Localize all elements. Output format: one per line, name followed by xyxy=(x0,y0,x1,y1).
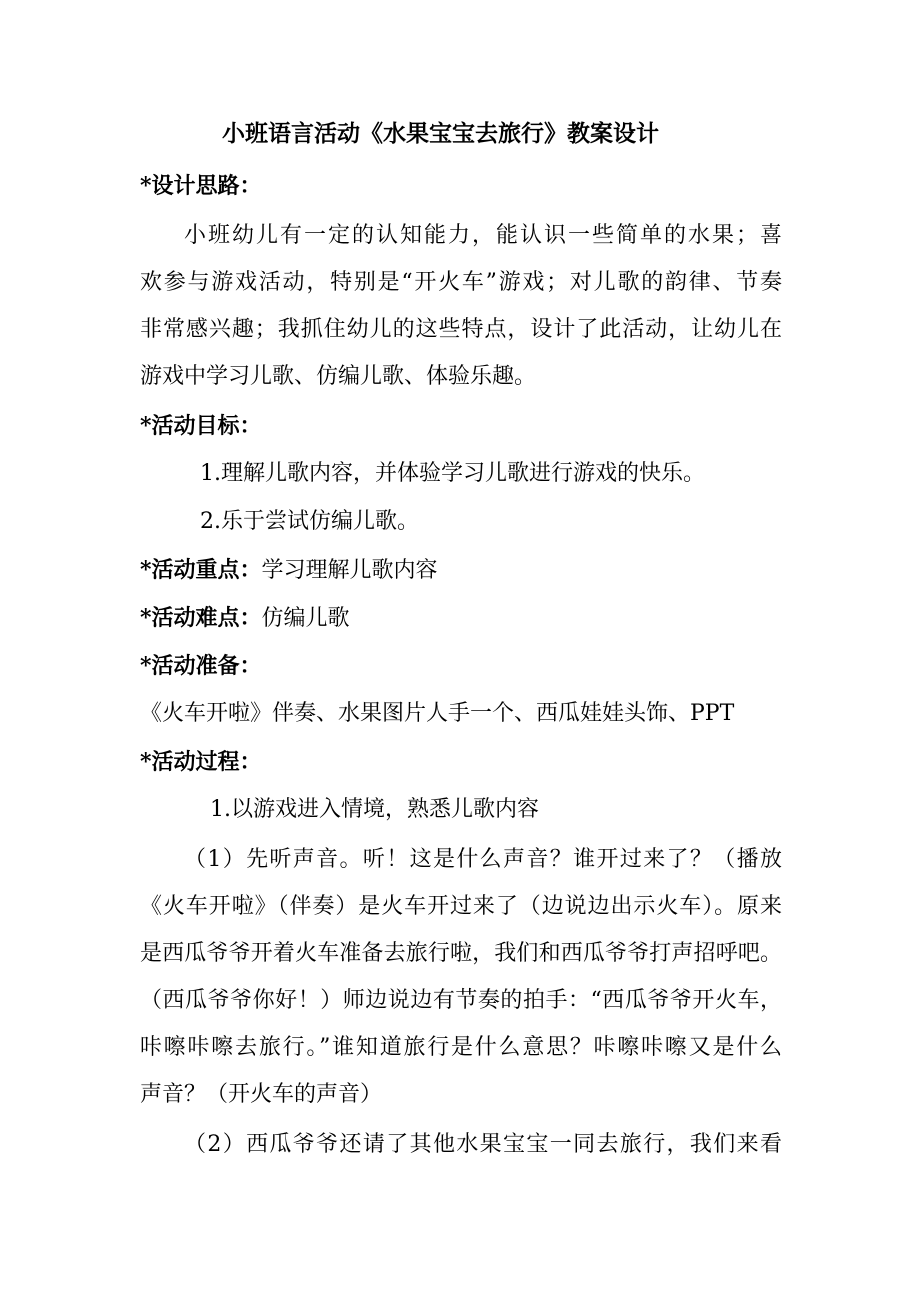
design-idea-heading: *设计思路： xyxy=(140,173,262,199)
process-paragraph-line: 咔嚓咔嚓去旅行。”谁知道旅行是什么意思？咔嚓咔嚓又是什么 xyxy=(140,1035,782,1060)
process-paragraph-line: 是西瓜爷爷开着火车准备去旅行啦，我们和西瓜爷爷打声招呼吧。 xyxy=(140,941,782,966)
goals-heading: *活动目标： xyxy=(140,413,262,439)
design-idea-line: 小班幼儿有一定的认知能力，能认识一些简单的水果；喜 xyxy=(184,223,782,248)
process-paragraph-line: 《火车开啦》（伴奏）是火车开过来了（边说边出示火车）。原来 xyxy=(140,894,782,919)
design-idea-line: 欢参与游戏活动，特别是“开火车”游戏；对儿歌的韵律、节奏 xyxy=(140,270,782,295)
key-point-heading: *活动重点： xyxy=(140,557,262,583)
key-point-row xyxy=(140,555,438,586)
preparation-heading: *活动准备： xyxy=(140,653,262,679)
process-paragraph-line: （2）西瓜爷爷还请了其他水果宝宝一同去旅行，我们来看 xyxy=(184,1132,782,1157)
goal-item: 1.理解儿歌内容，并体验学习儿歌进行游戏的快乐。 xyxy=(200,461,705,486)
difficulty-row xyxy=(140,603,350,634)
process-paragraph-line: （西瓜爷爷你好！）师边说边有节奏的拍手：“西瓜爷爷开火车， xyxy=(140,988,782,1013)
design-idea-line: 非常感兴趣；我抓住幼儿的这些特点，设计了此活动，让幼儿在 xyxy=(140,317,782,342)
process-paragraph-line: （1）先听声音。听！这是什么声音？谁开过来了？（播放 xyxy=(184,847,782,872)
process-step: 1.以游戏进入情境，熟悉儿歌内容 xyxy=(210,797,539,822)
difficulty-heading: *活动难点： xyxy=(140,605,262,631)
key-point-text: 学习理解儿歌内容 xyxy=(261,558,438,583)
difficulty-text: 仿编儿歌 xyxy=(261,606,350,631)
process-heading: *活动过程： xyxy=(140,749,262,775)
design-idea-line: 游戏中学习儿歌、仿编儿歌、体验乐趣。 xyxy=(140,364,537,389)
page-title: 小班语言活动《水果宝宝去旅行》教案设计 xyxy=(222,120,659,147)
goal-item: 2.乐于尝试仿编儿歌。 xyxy=(200,509,419,534)
process-paragraph-line: 声音？（开火车的声音） xyxy=(140,1082,383,1107)
preparation-text: 《火车开啦》伴奏、水果图片人手一个、西瓜娃娃头饰、PPT xyxy=(140,701,735,726)
